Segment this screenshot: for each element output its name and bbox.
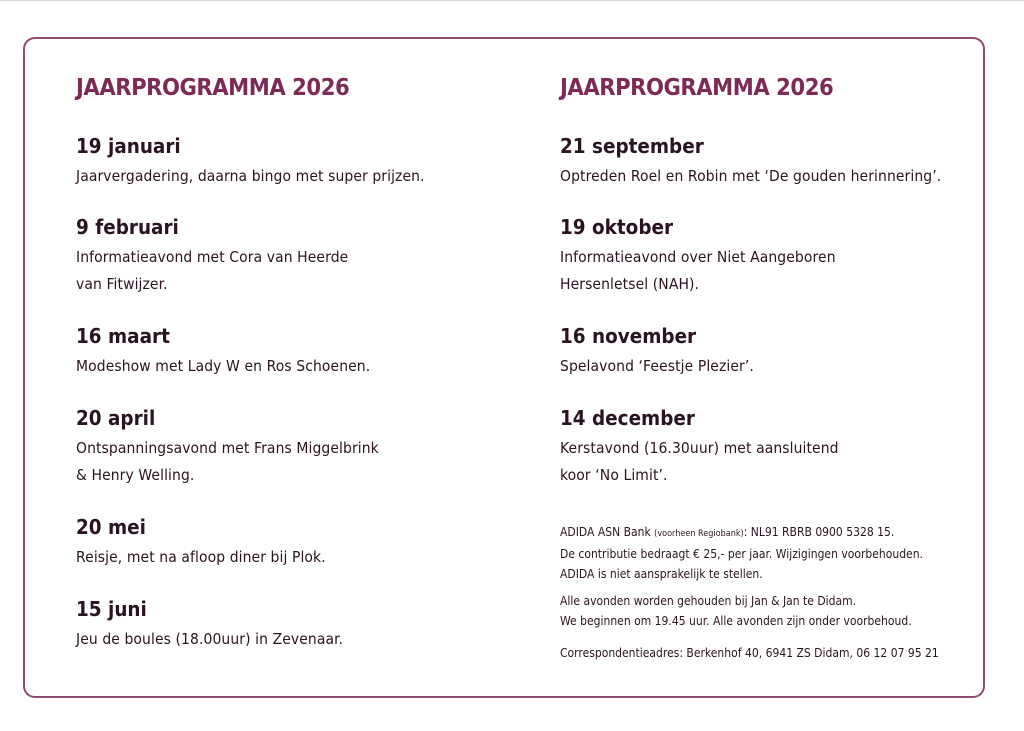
event-description-line: Jaarvergadering, daarna bingo met super prijzen.	[76, 167, 425, 185]
right-title: JAARPROGRAMMA 2026	[560, 75, 834, 101]
top-divider	[0, 0, 1024, 1]
event-description	[76, 353, 370, 380]
event-description	[560, 435, 839, 489]
event-description	[560, 244, 836, 298]
event-description-line: Hersenletsel (NAH).	[560, 275, 700, 293]
event-description-line: Kerstavond (16.30uur) met aansluitend	[560, 439, 839, 457]
event-date: 20 mei	[76, 515, 146, 539]
event-description	[76, 163, 425, 190]
event-description-line: Ontspanningsavond met Frans Miggelbrink	[76, 439, 379, 457]
event-20-mei	[76, 514, 354, 571]
event-description-line: koor ‘No Limit’.	[560, 466, 668, 484]
bank-prefix: ADIDA ASN Bank	[560, 525, 655, 539]
contributie-text: De contributie bedraagt € 25,- per jaar. Wijzigingen voorbehouden.	[560, 547, 923, 561]
event-date: 16 november	[560, 324, 697, 348]
venue-info	[560, 591, 912, 631]
location-text: Alle avonden worden gehouden bij Jan & Jan te Didam.	[560, 594, 857, 608]
event-date: 19 oktober	[560, 215, 674, 239]
event-date: 20 april	[76, 406, 156, 430]
start-time-text: We beginnen om 19.45 uur. Alle avonden zijn onder voorbehoud.	[560, 614, 912, 628]
event-description	[76, 244, 348, 298]
event-description-line: Jeu de boules (18.00uur) in Zevenaar.	[76, 630, 344, 648]
event-9-februari	[76, 214, 379, 298]
event-date: 14 december	[560, 406, 695, 430]
event-description	[560, 353, 754, 380]
event-description-line: Reisje, met na afloop diner bij Plok.	[76, 548, 326, 566]
event-description-line: Optreden Roel en Robin met ‘De gouden herinnering’.	[560, 167, 942, 185]
event-description-line: Informatieavond met Cora van Heerde	[76, 248, 349, 266]
event-description-line: van Fitwijzer.	[76, 275, 168, 293]
event-16-maart	[76, 323, 403, 380]
event-16-november	[560, 323, 775, 380]
event-description	[560, 163, 941, 190]
event-21-september	[560, 133, 984, 190]
event-20-april	[76, 405, 413, 489]
event-19-oktober	[560, 214, 866, 298]
event-description	[76, 435, 379, 489]
correspondence-info	[560, 643, 939, 663]
event-description-line: Informatieavond over Niet Aangeboren	[560, 248, 836, 266]
bank-info	[560, 522, 923, 584]
bank-suffix: : NL91 RBRB 0900 5328 15.	[743, 525, 895, 539]
event-date: 19 januari	[76, 134, 181, 158]
event-19-januari	[76, 133, 463, 190]
event-15-juni	[76, 596, 373, 653]
event-description-line: Modeshow met Lady W en Ros Schoenen.	[76, 357, 371, 375]
event-date: 15 juni	[76, 597, 147, 621]
correspondence-text: Correspondentieadres: Berkenhof 40, 6941 ZS Didam, 06 12 07 95 21	[560, 646, 939, 660]
left-title: JAARPROGRAMMA 2026	[76, 75, 350, 101]
program-card	[23, 37, 985, 698]
bank-line	[560, 522, 923, 544]
event-description	[76, 544, 326, 571]
event-description-line: Spelavond ‘Feestje Plezier’.	[560, 357, 754, 375]
event-14-december	[560, 405, 870, 489]
event-date: 21 september	[560, 134, 704, 158]
event-date: 16 maart	[76, 324, 170, 348]
event-description-line: & Henry Welling.	[76, 466, 195, 484]
aansprakelijk-text: ADIDA is niet aansprakelijk te stellen.	[560, 567, 763, 581]
event-description	[76, 626, 343, 653]
event-date: 9 februari	[76, 215, 179, 239]
bank-note: (voorheen Regiobank)	[654, 529, 744, 539]
